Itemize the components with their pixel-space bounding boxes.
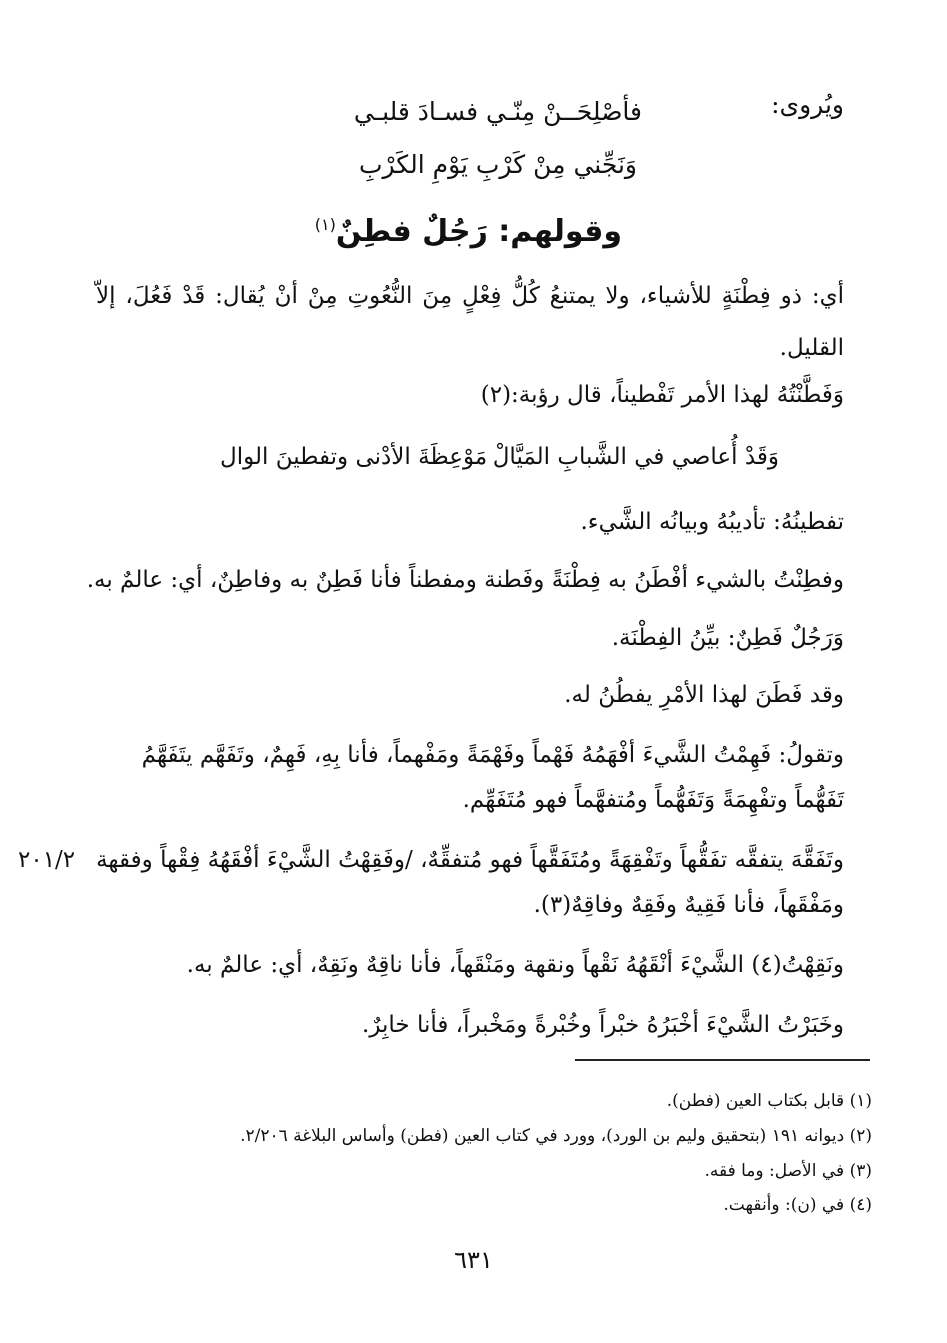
paragraph-8-line-1: وتَفَقَّهَ يتفقَّه تفَقُّهاً وتَفْقِهَةً ومُتَفَقَّهاً فهو مُتفقِّهٌ، /وفَقِهْتُ الشَّيْءَ أفْقَهُهُ فِقْهاً وفقهة	[96, 847, 844, 873]
footnote-3: (٣) في الأصل: وما فقه.	[704, 1161, 872, 1181]
footnote-divider	[575, 1059, 870, 1061]
verse-intro-label: ويُروى:	[771, 90, 844, 119]
paragraph-3: تفطينُهُ: تأديبُهُ وبيانُه الشَّيء.	[580, 509, 844, 535]
page-number: ٦٣١	[454, 1246, 493, 1274]
paragraph-8-line-2: ومَفْقَهاً، فأنا فَقِيهٌ وفَقِهٌ وفاقِهٌ(٣).	[533, 892, 844, 918]
verse-line-2: وَنَجِّني مِنْ كَرْبِ يَوْمِ الكَرْبِ	[358, 150, 637, 179]
paragraph-2: وَفَطَّنْتُهُ لهذا الأمر تَفْطيناً، قال رؤبة:(٢)	[480, 382, 844, 408]
paragraph-7-line-1: وتقولُ: فَهِمْتُ الشَّيءَ أفْهَمُهُ فَهْماً وفَهْمَةً ومَفْهماً، فأنا بِهِ، فَهِمٌ، وتَفَهَّم يتَفَهَّمُ	[141, 742, 844, 768]
footnote-2: (٢) ديوانه ١٩١ (بتحقيق وليم بن الورد)، وورد في كتاب العين (فطن) وأساس البلاغة ٢/٢٠٦.	[240, 1126, 872, 1146]
heading-footnote-ref: (١)	[314, 215, 336, 234]
footnote-1: (١) قابل بكتاب العين (فطن).	[666, 1091, 872, 1111]
section-heading	[315, 205, 622, 252]
paragraph-4: وفطِنْتُ بالشيء أفْطَنُ به فِطْنَةً وفَطنة ومفطناً فأنا فَطِنٌ به وفاطِنٌ، أي: عالمٌ به.	[86, 567, 844, 593]
verse-2-right: وَقَدْ أُعاصي في الشَّبابِ المَيَّالْ	[492, 444, 779, 470]
paragraph-10: وخَبَرْتُ الشَّيْءَ أخْبَرُهُ خبْراً وخُبْرةً ومَخْبراً، فأنا خابِرٌ.	[362, 1012, 844, 1038]
paragraph-9: ونَقِهْتُ(٤) الشَّيْءَ أنْقَهُهُ نَقْهاً ونقهة ومَنْقَهاً، فأنا ناقِهٌ ونَقِهٌ، أي: عالمٌ به.	[186, 952, 844, 978]
paragraph-6: وقد فَطَنَ لهذا الأمْرِ يفطُنُ له.	[564, 682, 844, 708]
verse-2-left: مَوْعِظَةَ الأدْنى وتفطينَ الوال	[220, 444, 488, 470]
verse-line-1: فأصْلِحَــنْ مِنّـي فسـادَ قلبـي	[353, 97, 642, 126]
footnote-4: (٤) في (ن): وأنقهت.	[723, 1195, 872, 1215]
heading-text: وقولهم: رَجُلٌ فطِنٌ	[335, 214, 622, 249]
margin-reference: ٢٠١/٢	[18, 847, 76, 873]
paragraph-5: وَرَجُلٌ فَطِنٌ: بيِّنُ الفِطْنَة.	[611, 625, 844, 651]
paragraph-7-line-2: تَفَهُّماً وتفْهِمَةً وَتَفَهُّماً ومُتفهَّماً فهو مُتَفَهِّم.	[462, 787, 844, 813]
paragraph-1: أي: ذو فِطْنَةٍ للأشياء، ولا يمتنعُ كُلُّ فِعْلٍ مِنَ النُّعُوتِ مِنْ أنْ يُقال: قَدْ فَعُلَ، إلاّ القليل.	[96, 283, 844, 361]
